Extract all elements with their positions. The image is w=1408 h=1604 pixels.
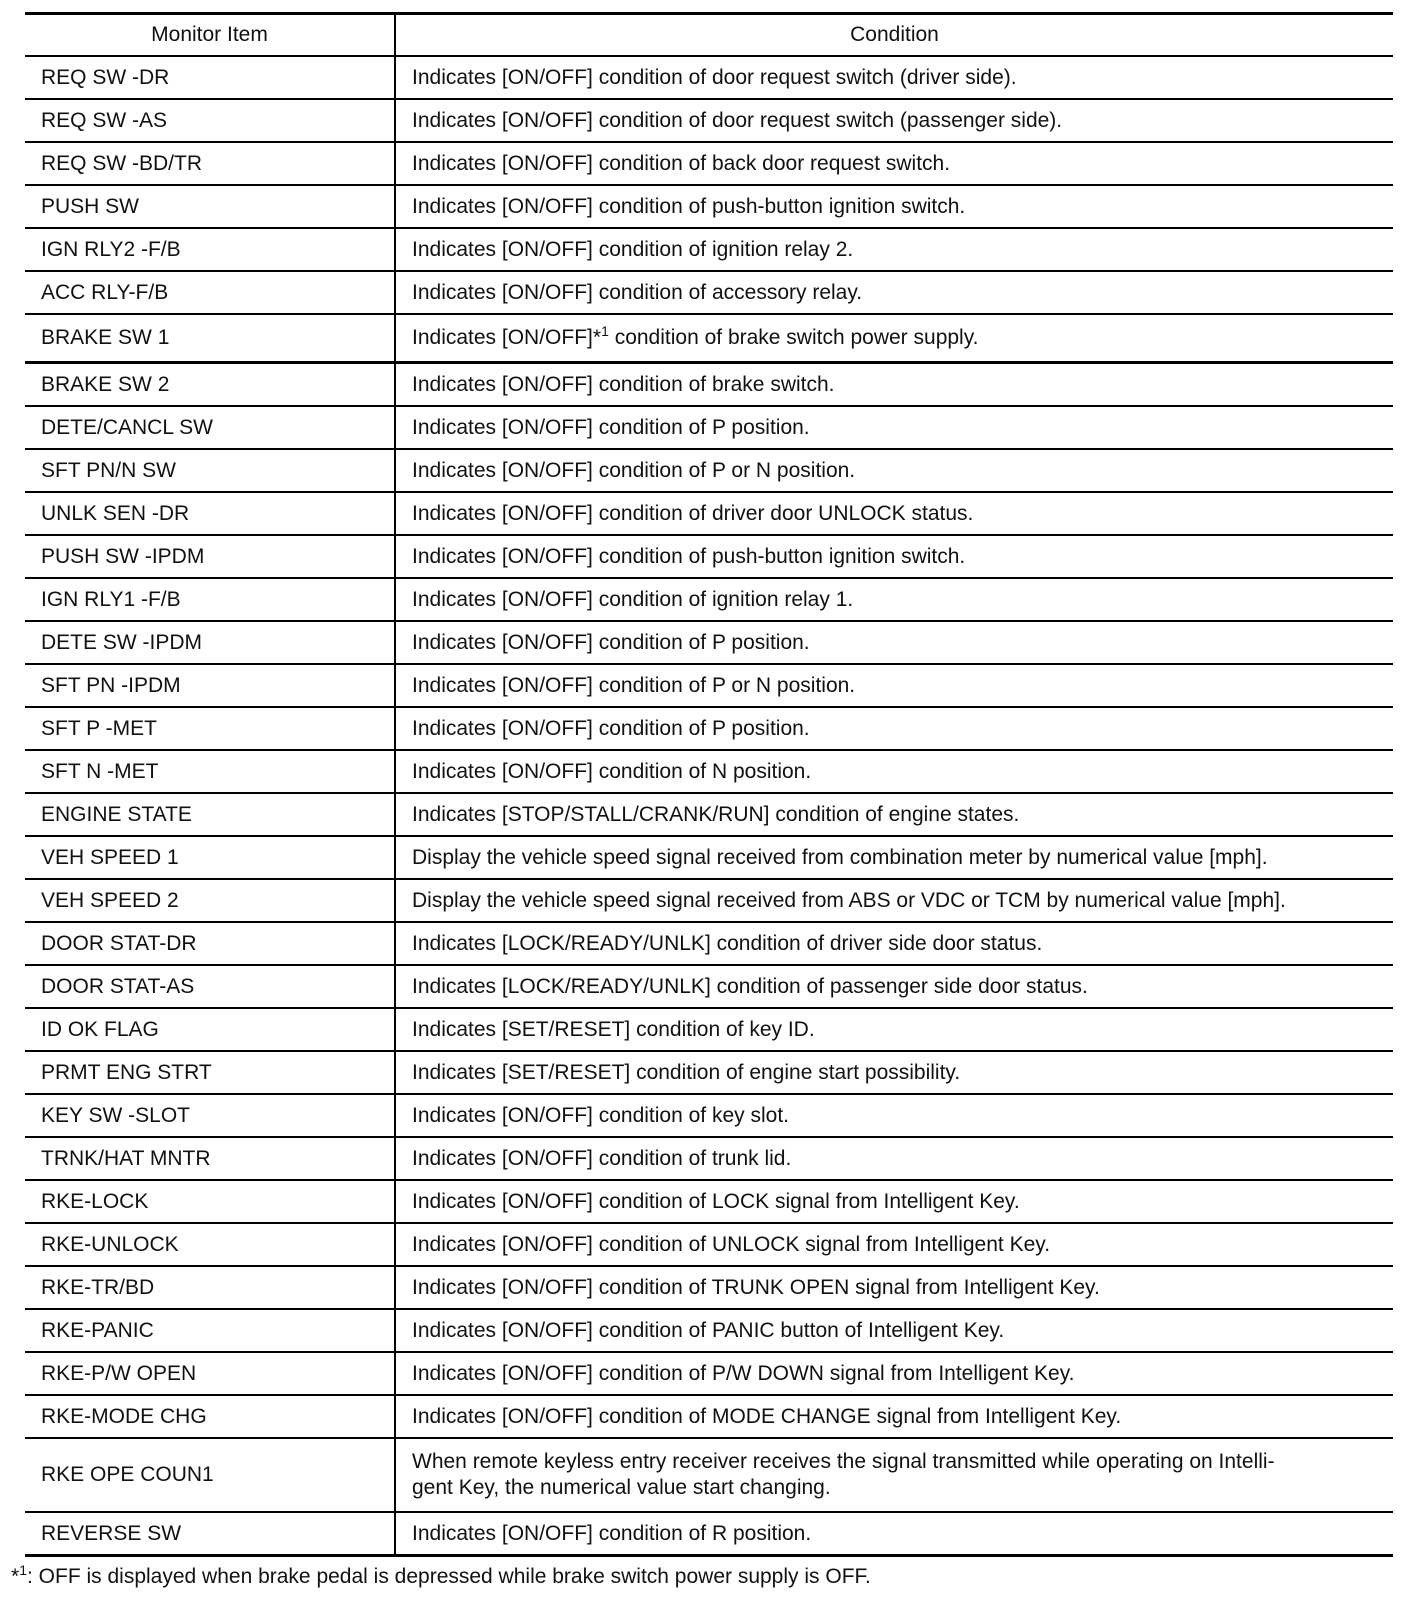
- footnote-number: 1: [19, 1562, 27, 1578]
- table-row: [25, 621, 1393, 664]
- condition-text: condition of brake switch power supply.: [608, 326, 979, 349]
- monitor-item-cell: DOOR STAT-AS: [25, 965, 395, 1008]
- monitor-item-cell: DETE SW -IPDM: [25, 621, 395, 664]
- table-row: [25, 664, 1393, 707]
- condition-cell: Indicates [ON/OFF] condition of R position.: [395, 1512, 1393, 1556]
- condition-cell: [395, 314, 1393, 363]
- table-row: [25, 1512, 1393, 1556]
- table-row: [25, 142, 1393, 185]
- monitor-item-cell: PUSH SW -IPDM: [25, 535, 395, 578]
- condition-cell: Indicates [ON/OFF] condition of P or N position.: [395, 664, 1393, 707]
- table-row: [25, 1051, 1393, 1094]
- table-row: [25, 1266, 1393, 1309]
- condition-text-line: When remote keyless entry receiver receives the signal transmitted while operating on Intelli-: [412, 1450, 1275, 1473]
- table-row: [25, 449, 1393, 492]
- table-row: [25, 836, 1393, 879]
- table-row: [25, 99, 1393, 142]
- monitor-item-cell: PUSH SW: [25, 185, 395, 228]
- footnote-text: : OFF is displayed when brake pedal is depressed while brake switch power supply is OFF.: [26, 1565, 871, 1588]
- table-row: [25, 1438, 1393, 1512]
- footnote: [11, 1562, 1393, 1589]
- condition-cell: [395, 1438, 1393, 1512]
- table-row: [25, 185, 1393, 228]
- table-row: [25, 492, 1393, 535]
- condition-cell: Indicates [ON/OFF] condition of N position.: [395, 750, 1393, 793]
- condition-text: Indicates [ON/OFF]*: [412, 326, 602, 349]
- condition-cell: Indicates [ON/OFF] condition of P or N position.: [395, 449, 1393, 492]
- condition-cell: Indicates [ON/OFF] condition of PANIC button of Intelligent Key.: [395, 1309, 1393, 1352]
- monitor-item-cell: SFT PN -IPDM: [25, 664, 395, 707]
- monitor-item-cell: RKE-LOCK: [25, 1180, 395, 1223]
- monitor-item-cell: RKE-MODE CHG: [25, 1395, 395, 1438]
- monitor-item-cell: DETE/CANCL SW: [25, 406, 395, 449]
- condition-cell: Indicates [SET/RESET] condition of engine start possibility.: [395, 1051, 1393, 1094]
- condition-cell: Indicates [ON/OFF] condition of P/W DOWN signal from Intelligent Key.: [395, 1352, 1393, 1395]
- condition-cell: Indicates [ON/OFF] condition of trunk lid.: [395, 1137, 1393, 1180]
- condition-cell: Indicates [ON/OFF] condition of brake switch.: [395, 363, 1393, 407]
- monitor-item-cell: VEH SPEED 1: [25, 836, 395, 879]
- condition-cell: Display the vehicle speed signal received from combination meter by numerical value [mph].: [395, 836, 1393, 879]
- condition-cell: Indicates [ON/OFF] condition of back door request switch.: [395, 142, 1393, 185]
- table-row: [25, 1395, 1393, 1438]
- table-row: [25, 707, 1393, 750]
- monitor-item-cell: REVERSE SW: [41, 1521, 182, 1545]
- table-row: [25, 228, 1393, 271]
- table-row: [25, 1309, 1393, 1352]
- condition-cell: Indicates [ON/OFF] condition of LOCK signal from Intelligent Key.: [395, 1180, 1393, 1223]
- condition-cell: Indicates [ON/OFF] condition of ignition relay 1.: [395, 578, 1393, 621]
- condition-cell: Indicates [ON/OFF] condition of P position.: [395, 406, 1393, 449]
- monitor-item-cell: RKE-UNLOCK: [25, 1223, 395, 1266]
- condition-cell: Indicates [ON/OFF] condition of key slot.: [395, 1094, 1393, 1137]
- monitor-item-cell: KEY SW -SLOT: [25, 1094, 395, 1137]
- monitor-item-cell: RKE OPE COUN1: [25, 1438, 395, 1512]
- table-row: [25, 922, 1393, 965]
- footnote-marker: [11, 1562, 27, 1588]
- condition-cell: Indicates [ON/OFF] condition of P position.: [395, 707, 1393, 750]
- monitor-item-cell: ID OK FLAG: [25, 1008, 395, 1051]
- condition-cell: Indicates [ON/OFF] condition of accessory relay.: [395, 271, 1393, 314]
- monitor-item-cell: SFT P -MET: [25, 707, 395, 750]
- document-page: [11, 12, 1393, 1589]
- monitor-item-cell: RKE-PANIC: [25, 1309, 395, 1352]
- condition-cell: Indicates [ON/OFF] condition of push-button ignition switch.: [395, 185, 1393, 228]
- condition-cell: Indicates [ON/OFF] condition of P position.: [395, 621, 1393, 664]
- table-row: [25, 793, 1393, 836]
- table-row: [25, 1094, 1393, 1137]
- table-row: [25, 56, 1393, 99]
- monitor-item-cell: ACC RLY-F/B: [25, 271, 395, 314]
- condition-cell: Indicates [ON/OFF] condition of door request switch (passenger side).: [395, 99, 1393, 142]
- monitor-item-cell: DOOR STAT-DR: [25, 922, 395, 965]
- table-row: [25, 1008, 1393, 1051]
- condition-cell: Indicates [ON/OFF] condition of door request switch (driver side).: [395, 56, 1393, 99]
- monitor-item-cell: RKE-P/W OPEN: [25, 1352, 395, 1395]
- monitor-item-cell: SFT PN/N SW: [25, 449, 395, 492]
- monitor-item-cell: REQ SW -DR: [25, 56, 395, 99]
- monitor-item-cell: IGN RLY1 -F/B: [25, 578, 395, 621]
- monitor-item-cell: ENGINE STATE: [25, 793, 395, 836]
- monitor-item-cell: REQ SW -BD/TR: [25, 142, 395, 185]
- footnote-reference: 1: [601, 323, 609, 339]
- table-row: [25, 271, 1393, 314]
- condition-cell: Indicates [ON/OFF] condition of MODE CHANGE signal from Intelligent Key.: [395, 1395, 1393, 1438]
- condition-cell: Indicates [SET/RESET] condition of key ID.: [395, 1008, 1393, 1051]
- table-row: [25, 578, 1393, 621]
- table-row: [25, 965, 1393, 1008]
- condition-cell: Display the vehicle speed signal received from ABS or VDC or TCM by numerical value [mph].: [395, 879, 1393, 922]
- condition-cell: Indicates [ON/OFF] condition of ignition relay 2.: [395, 228, 1393, 271]
- table-row: [25, 1180, 1393, 1223]
- monitor-item-table: [25, 12, 1393, 1557]
- footnote-asterisk: *: [11, 1565, 20, 1588]
- monitor-item-cell: UNLK SEN -DR: [25, 492, 395, 535]
- monitor-item-cell: TRNK/HAT MNTR: [25, 1137, 395, 1180]
- monitor-item-cell: SFT N -MET: [25, 750, 395, 793]
- monitor-item-cell: PRMT ENG STRT: [25, 1051, 395, 1094]
- header-condition: Condition: [395, 14, 1393, 57]
- table-row: [25, 406, 1393, 449]
- monitor-item-cell: REQ SW -AS: [25, 99, 395, 142]
- condition-cell: Indicates [ON/OFF] condition of UNLOCK signal from Intelligent Key.: [395, 1223, 1393, 1266]
- monitor-item-cell: BRAKE SW 1: [25, 314, 395, 363]
- monitor-item-cell: IGN RLY2 -F/B: [25, 228, 395, 271]
- condition-cell: Indicates [STOP/STALL/CRANK/RUN] condition of engine states.: [395, 793, 1393, 836]
- table-row: [25, 535, 1393, 578]
- monitor-item-cell: BRAKE SW 2: [25, 363, 395, 407]
- condition-text-line: gent Key, the numerical value start changing.: [412, 1476, 831, 1499]
- table-header-row: [25, 14, 1393, 57]
- table-row: [25, 750, 1393, 793]
- condition-cell: Indicates [LOCK/READY/UNLK] condition of driver side door status.: [395, 922, 1393, 965]
- condition-cell: Indicates [ON/OFF] condition of push-button ignition switch.: [395, 535, 1393, 578]
- condition-cell: Indicates [ON/OFF] condition of driver door UNLOCK status.: [395, 492, 1393, 535]
- condition-cell: Indicates [LOCK/READY/UNLK] condition of passenger side door status.: [395, 965, 1393, 1008]
- table-row: [25, 1223, 1393, 1266]
- monitor-item-cell: RKE-TR/BD: [25, 1266, 395, 1309]
- table-row: [25, 363, 1393, 407]
- header-monitor-item: Monitor Item: [25, 14, 395, 57]
- table-row: [25, 1352, 1393, 1395]
- monitor-item-cell: VEH SPEED 2: [25, 879, 395, 922]
- table-row: [25, 879, 1393, 922]
- table-row: [25, 314, 1393, 363]
- table-row: [25, 1137, 1393, 1180]
- condition-cell: Indicates [ON/OFF] condition of TRUNK OPEN signal from Intelligent Key.: [395, 1266, 1393, 1309]
